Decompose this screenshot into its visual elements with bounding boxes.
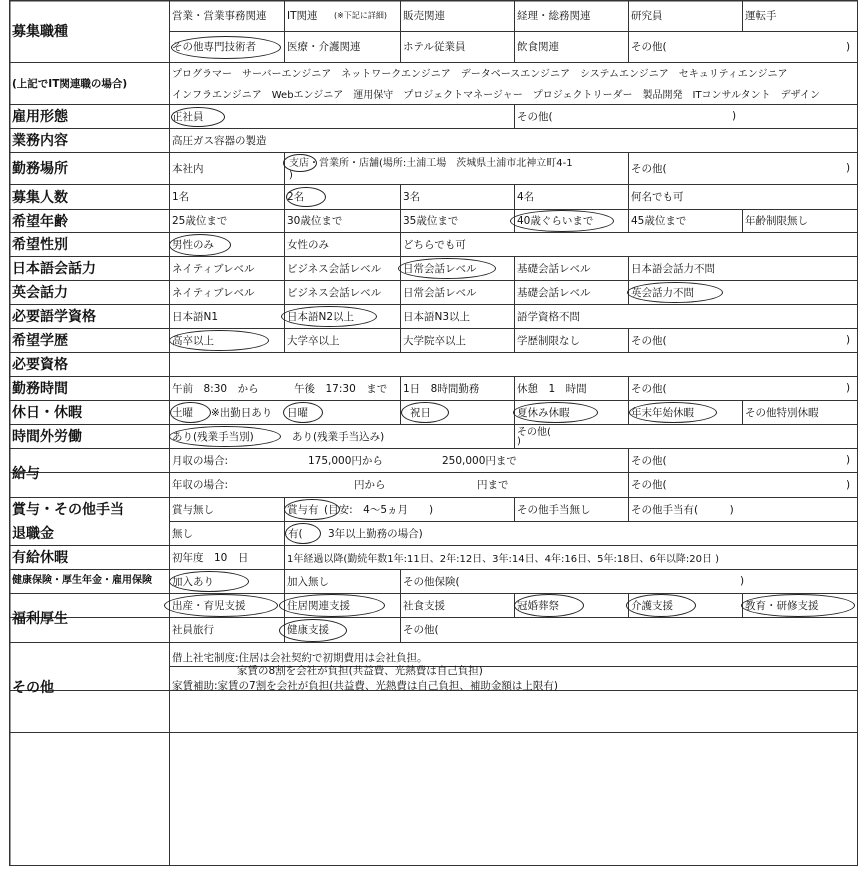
cert-n2: 日本語N2以上 — [287, 310, 355, 323]
retirement-condition: 3年以上勤務の場合) — [328, 527, 423, 540]
hours-other: その他( — [631, 382, 667, 395]
label-lang-cert: 必要語学資格 — [12, 309, 96, 325]
cert-n3: 日本語N3以上 — [403, 310, 471, 323]
job-type-accounting: 経理・総務関連 — [517, 10, 591, 22]
age-no-limit: 年齢制限無し — [745, 215, 808, 227]
salary-annual-label: 年収の場合: — [172, 479, 229, 491]
overtime-other-close: ) — [517, 436, 521, 447]
retirement-yes: 有( — [288, 527, 303, 540]
jp-business: ビジネス会話レベル — [287, 262, 382, 275]
job-type-other: その他( — [631, 41, 667, 53]
age-40: 40歳ぐらいまで — [517, 215, 594, 227]
label-job-type: 募集職種 — [12, 24, 68, 40]
label-japanese: 日本語会話力 — [12, 261, 96, 277]
job-type-food: 飲食関連 — [517, 41, 559, 53]
insurance-none: 加入無し — [287, 575, 329, 588]
salary-monthly-other: その他( — [631, 454, 667, 467]
job-type-it: IT関連 — [287, 10, 318, 22]
gender-male: 男性のみ — [172, 238, 214, 251]
holiday-special: その他特別休暇 — [745, 406, 819, 419]
jp-not-required: 日本語会話力不問 — [631, 262, 715, 275]
cert-n1: 日本語N1 — [172, 310, 219, 323]
job-type-hotel: ホテル従業員 — [403, 41, 466, 53]
holiday-saturday: 土曜 — [172, 406, 193, 419]
label-bonus: 賞与・その他手当 — [12, 502, 124, 518]
label-paid-leave: 有給休暇 — [12, 550, 68, 566]
other-note-line-2: 家賃の8割を会社が負担(共益費、光熱費は自己負担) — [237, 665, 483, 677]
edu-other-close: ) — [846, 334, 851, 346]
label-gender: 希望性別 — [12, 237, 68, 253]
label-holidays: 休日・休暇 — [12, 405, 82, 421]
headcount-3: 3名 — [403, 191, 421, 203]
welfare-health: 健康支援 — [287, 624, 329, 636]
label-age: 希望年齢 — [12, 213, 68, 230]
label-overtime: 時間外労働 — [12, 429, 82, 445]
edu-graduate: 大学院卒以上 — [403, 334, 466, 347]
overtime-included: あり(残業手当込み) — [292, 430, 385, 443]
label-retirement: 退職金 — [12, 526, 54, 542]
salary-monthly-from: 175,000円から — [308, 454, 383, 467]
bonus-estimate: (目安: 4〜5ヵ月 ) — [324, 503, 434, 516]
label-duties: 業務内容 — [12, 133, 68, 149]
label-english: 英会話力 — [12, 285, 68, 301]
headcount-4: 4名 — [517, 191, 535, 203]
edu-other: その他( — [631, 334, 667, 347]
insurance-other: その他保険( — [403, 575, 460, 588]
label-welfare: 福利厚生 — [12, 610, 68, 627]
cert-not-required: 語学資格不問 — [517, 310, 580, 323]
en-basic: 基礎会話レベル — [517, 286, 591, 299]
label-employment: 雇用形態 — [12, 109, 68, 125]
job-type-other-close: ) — [846, 40, 851, 53]
jp-native: ネイティブレベル — [172, 262, 255, 275]
label-salary: 給与 — [12, 465, 40, 482]
label-insurance: 健康保険・厚生年金・雇用保険 — [12, 575, 152, 586]
jp-daily: 日常会話レベル — [403, 262, 477, 275]
welfare-ceremony: 冠婚葬祭 — [517, 599, 559, 612]
allowance-none: その他手当無し — [517, 503, 591, 516]
salary-annual-other: その他( — [631, 479, 667, 491]
employment-fulltime: 正社員 — [172, 110, 204, 123]
en-business: ビジネス会話レベル — [287, 286, 382, 299]
bonus-none: 賞与無し — [172, 503, 214, 516]
hours-daily: 1日 8時間勤務 — [403, 382, 480, 395]
job-type-it-note: (※下記に詳細) — [334, 11, 387, 20]
it-roles-line-2: インフラエンジニア Webエンジニア 運用保守 プロジェクトマネージャー プロジェクトリーダー 製品開発 ITコンサルタント デザイン — [172, 90, 820, 101]
en-daily: 日常会話レベル — [403, 286, 477, 299]
welfare-trip: 社員旅行 — [172, 624, 214, 636]
label-other: その他 — [12, 680, 54, 696]
age-30: 30歳位まで — [287, 215, 343, 227]
age-45: 45歳位まで — [631, 215, 687, 227]
edu-university: 大学卒以上 — [287, 334, 340, 347]
headcount-2: 2名 — [287, 191, 305, 203]
label-education: 希望学歴 — [12, 333, 68, 349]
label-hours: 勤務時間 — [12, 381, 68, 397]
job-type-specialist: その他専門技術者 — [172, 41, 256, 53]
welfare-other: その他( — [403, 624, 439, 636]
workplace-other: その他( — [631, 162, 667, 175]
overtime-separate: あり(残業手当別) — [172, 430, 254, 443]
welfare-cafeteria: 社食支援 — [403, 599, 445, 612]
holiday-sunday: 日曜 — [287, 406, 308, 419]
welfare-nursing: 介護支援 — [631, 599, 673, 612]
salary-annual-from: 円から — [354, 479, 386, 491]
overtime-other: その他( — [517, 427, 551, 438]
en-native: ネイティブレベル — [172, 286, 255, 299]
en-not-required: 英会話力不問 — [631, 286, 694, 299]
headcount-1: 1名 — [172, 191, 190, 203]
label-headcount: 募集人数 — [12, 189, 68, 206]
other-note-line-3: 家賃補助:家賃の7割を会社が負担(共益費、光熱費は自己負担、補助金額は上限有) — [172, 680, 558, 692]
salary-annual-other-close: ) — [846, 478, 851, 491]
it-roles-line-1: プログラマー サーバーエンジニア ネットワークエンジニア データベースエンジニア システムエンジニア セキュリティエンジニア — [172, 69, 788, 80]
salary-monthly-label: 月収の場合: — [172, 454, 229, 467]
salary-monthly-to: 250,000円まで — [442, 454, 517, 467]
paid-leave-later: 1年経過以降(勤続年数1年:11日、2年:12日、3年:14日、4年:16日、5年:18日、6年以降:20日 ) — [287, 553, 720, 565]
workplace-branch: 支店・営業所・店舗(場所:土浦工場 茨城県土浦市北神立町4-1 — [289, 157, 573, 169]
duties-text: 高圧ガス容器の製造 — [172, 134, 267, 147]
job-type-driver: 運転手 — [745, 10, 777, 22]
insurance-enrolled: 加入あり — [172, 575, 214, 588]
age-35: 35歳位まで — [403, 215, 459, 227]
edu-high-school: 高卒以上 — [172, 334, 214, 347]
headcount-any: 何名でも可 — [631, 191, 684, 203]
holiday-national: 祝日 — [410, 406, 431, 419]
hours-start: 午前 8:30 から — [172, 382, 259, 395]
allowance-yes: その他手当有( ) — [631, 503, 734, 516]
workplace-branch-close: ) — [289, 169, 293, 181]
job-type-researcher: 研究員 — [631, 10, 663, 22]
welfare-childcare: 出産・育児支援 — [172, 599, 246, 612]
employment-other: その他( — [517, 110, 553, 123]
employment-other-close: ) — [732, 110, 737, 122]
label-it-detail: (上記でIT関連職の場合) — [12, 77, 128, 90]
welfare-training: 教育・研修支援 — [745, 599, 819, 612]
age-25: 25歳位まで — [172, 215, 228, 227]
edu-no-limit: 学歴制限なし — [517, 334, 580, 347]
holiday-summer: 夏休み休暇 — [517, 406, 570, 419]
workplace-head-office: 本社内 — [172, 162, 204, 175]
gender-either: どちらでも可 — [403, 238, 466, 251]
hours-end: 午後 17:30 まで — [294, 382, 388, 395]
job-type-sales: 営業・営業事務関連 — [172, 10, 267, 22]
job-type-medical: 医療・介護関連 — [287, 41, 361, 53]
other-note-line-1: 借上社宅制度:住居は会社契約で初期費用は会社負担。 — [172, 652, 428, 664]
job-posting-form — [9, 0, 858, 866]
label-qualification: 必要資格 — [12, 357, 68, 373]
welfare-housing: 住居関連支援 — [287, 599, 350, 612]
holiday-saturday-note: ※出勤日あり — [211, 406, 273, 419]
salary-annual-to: 円まで — [477, 479, 509, 491]
holiday-new-year: 年末年始休暇 — [631, 406, 694, 419]
hours-break: 休憩 1 時間 — [517, 382, 587, 395]
gender-female: 女性のみ — [287, 238, 329, 251]
retirement-none: 無し — [172, 527, 193, 540]
bonus-yes: 賞与有 — [287, 503, 319, 516]
paid-leave-first-year: 初年度 10 日 — [172, 551, 249, 564]
salary-monthly-other-close: ) — [846, 454, 851, 466]
job-type-retail: 販売関連 — [403, 10, 445, 22]
insurance-other-close: ) — [740, 575, 745, 587]
hours-other-close: ) — [846, 382, 851, 394]
workplace-other-close: ) — [846, 162, 851, 174]
jp-basic: 基礎会話レベル — [517, 262, 591, 275]
label-workplace: 勤務場所 — [12, 161, 68, 177]
